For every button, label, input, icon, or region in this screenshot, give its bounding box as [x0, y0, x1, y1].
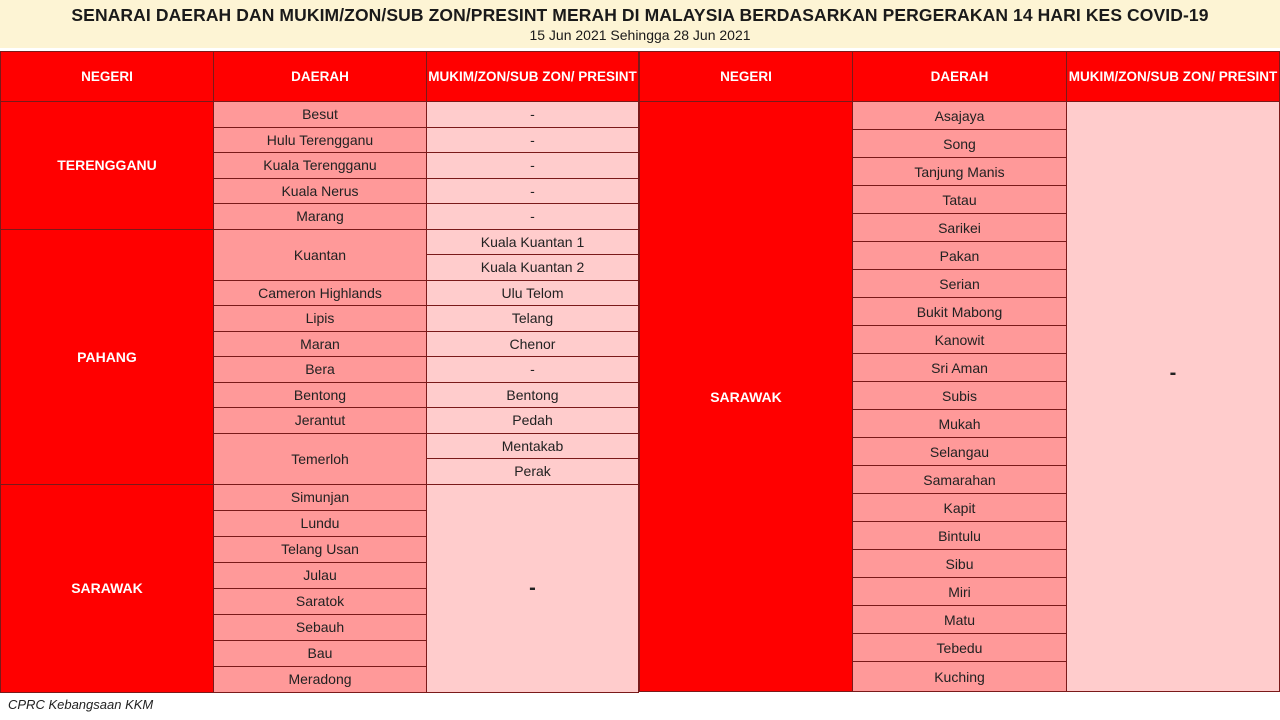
mukim-cell: - [427, 204, 639, 230]
district-cell: Asajaya [853, 102, 1067, 130]
mukim-cell: - [427, 102, 639, 128]
title-banner [0, 0, 1280, 48]
mukim-cell: - [427, 178, 639, 204]
mukim-cell-sarawak-left: - [427, 484, 639, 692]
mukim-cell: Ulu Telom [427, 280, 639, 306]
district-cell: Sri Aman [853, 354, 1067, 382]
mukim-cell-sarawak-right: - [1067, 102, 1280, 692]
header-daerah: DAERAH [853, 52, 1067, 102]
district-cell: Simunjan [214, 484, 427, 510]
district-cell: Sebauh [214, 614, 427, 640]
mukim-cell: Pedah [427, 408, 639, 434]
mukim-cell: - [427, 127, 639, 153]
district-cell: Cameron Highlands [214, 280, 427, 306]
district-cell: Miri [853, 578, 1067, 606]
table-row [1, 229, 639, 255]
table-row [1, 484, 639, 510]
page-title: SENARAI DAERAH DAN MUKIM/ZON/SUB ZON/PRESINT MERAH DI MALAYSIA BERDASARKAN PERGERAKAN 14 HARI KES COVID-19 [71, 5, 1209, 25]
footer-credit: CPRC Kebangsaan KKM [8, 697, 154, 712]
state-cell-sarawak-left: SARAWAK [1, 484, 214, 692]
district-cell: Bintulu [853, 522, 1067, 550]
district-cell: Temerloh [214, 433, 427, 484]
header-daerah: DAERAH [214, 52, 427, 102]
mukim-cell: Kuala Kuantan 1 [427, 229, 639, 255]
district-cell: Telang Usan [214, 536, 427, 562]
district-cell: Kuching [853, 662, 1067, 692]
mukim-cell: - [427, 153, 639, 179]
header-mukim: MUKIM/ZON/SUB ZON/ PRESINT [427, 52, 639, 102]
district-cell: Bentong [214, 382, 427, 408]
district-cell: Matu [853, 606, 1067, 634]
table-row [1, 102, 639, 128]
district-cell: Meradong [214, 666, 427, 692]
district-cell: Bera [214, 357, 427, 383]
mukim-cell: Chenor [427, 331, 639, 357]
date-range: 15 Jun 2021 Sehingga 28 Jun 2021 [529, 27, 751, 43]
district-cell: Sibu [853, 550, 1067, 578]
district-cell: Julau [214, 562, 427, 588]
district-cell: Kuala Terengganu [214, 153, 427, 179]
district-cell: Sarikei [853, 214, 1067, 242]
district-cell: Mukah [853, 410, 1067, 438]
mukim-cell: Bentong [427, 382, 639, 408]
mukim-cell: Kuala Kuantan 2 [427, 255, 639, 281]
mukim-cell: Perak [427, 459, 639, 485]
mukim-cell: - [427, 357, 639, 383]
mukim-cell: Telang [427, 306, 639, 332]
district-cell: Selangau [853, 438, 1067, 466]
district-cell: Subis [853, 382, 1067, 410]
district-cell: Bau [214, 640, 427, 666]
district-cell: Tatau [853, 186, 1067, 214]
header-negeri: NEGERI [640, 52, 853, 102]
district-cell: Marang [214, 204, 427, 230]
district-cell: Jerantut [214, 408, 427, 434]
district-cell: Lipis [214, 306, 427, 332]
district-cell: Kuantan [214, 229, 427, 280]
state-cell-terengganu: TERENGGANU [1, 102, 214, 230]
district-cell: Saratok [214, 588, 427, 614]
district-cell: Maran [214, 331, 427, 357]
mukim-cell: Mentakab [427, 433, 639, 459]
header-row [640, 52, 1280, 102]
state-cell-sarawak-right: SARAWAK [640, 102, 853, 692]
district-cell: Kapit [853, 494, 1067, 522]
district-cell: Hulu Terengganu [214, 127, 427, 153]
header-mukim: MUKIM/ZON/SUB ZON/ PRESINT [1067, 52, 1280, 102]
state-cell-pahang: PAHANG [1, 229, 214, 484]
district-cell: Besut [214, 102, 427, 128]
district-cell: Samarahan [853, 466, 1067, 494]
left-table [0, 51, 639, 693]
district-cell: Pakan [853, 242, 1067, 270]
district-cell: Serian [853, 270, 1067, 298]
table-row [640, 102, 1280, 130]
right-table [639, 51, 1280, 692]
district-cell: Song [853, 130, 1067, 158]
district-cell: Kanowit [853, 326, 1067, 354]
district-cell: Kuala Nerus [214, 178, 427, 204]
header-negeri: NEGERI [1, 52, 214, 102]
district-cell: Tanjung Manis [853, 158, 1067, 186]
district-cell: Bukit Mabong [853, 298, 1067, 326]
district-cell: Tebedu [853, 634, 1067, 662]
header-row [1, 52, 639, 102]
district-cell: Lundu [214, 510, 427, 536]
